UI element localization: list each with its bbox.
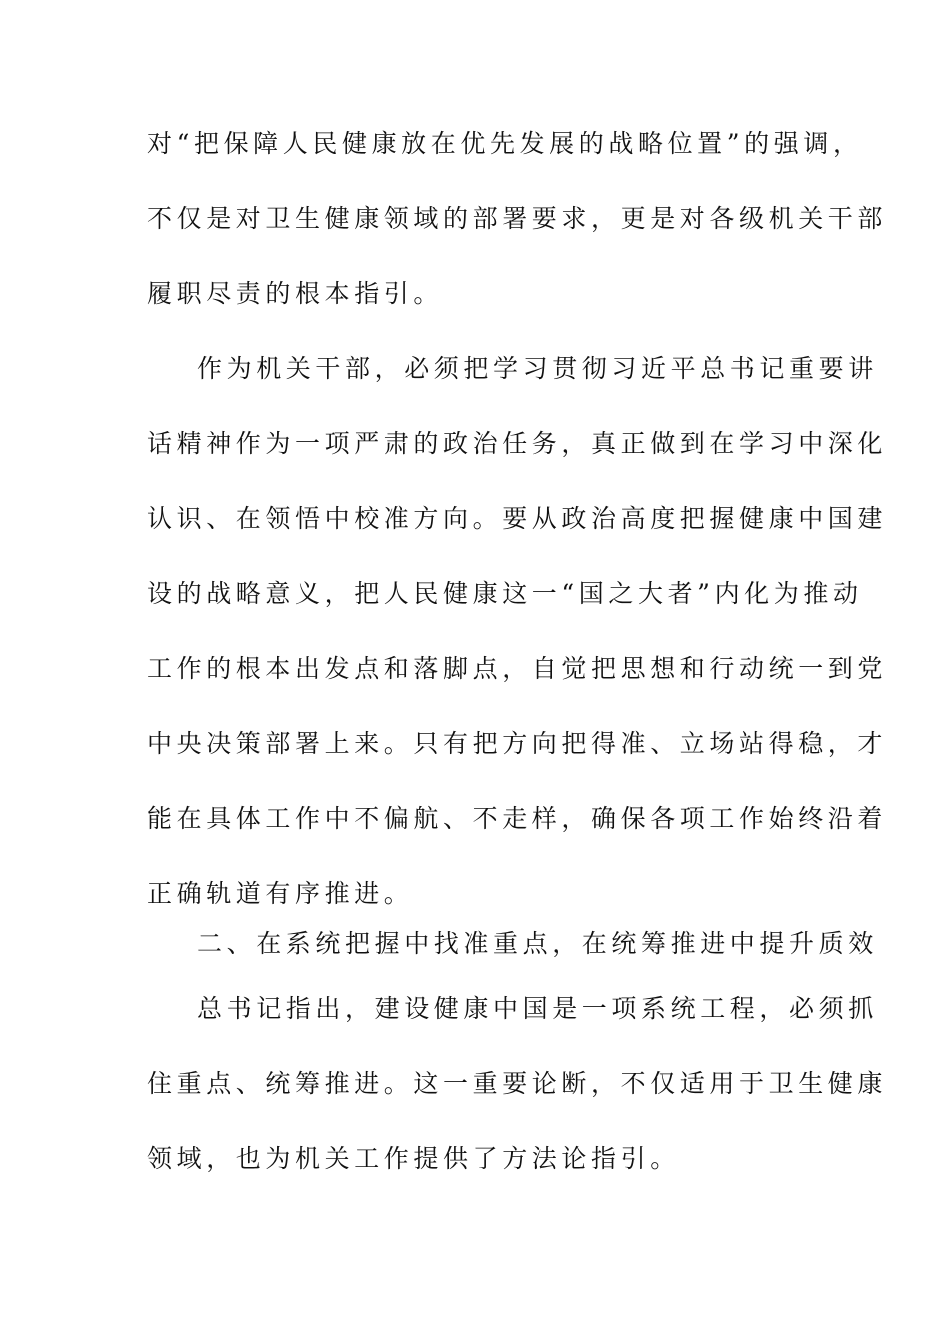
paragraph-line: 作为机关干部，必须把学习贯彻习近平总书记重要讲	[197, 354, 878, 383]
paragraph-line: 总书记指出，建设健康中国是一项系统工程，必须抓	[197, 994, 878, 1023]
paragraph-line: 履职尽责的根本指引。	[147, 279, 444, 308]
paragraph-line: 话精神作为一项严肃的政治任务，真正做到在学习中深化	[147, 429, 888, 458]
section-heading: 二、在系统把握中找准重点，在统筹推进中提升质效	[197, 929, 878, 958]
paragraph-line: 设的战略意义，把人民健康这一“国之大者”内化为推动	[147, 579, 863, 608]
paragraph-line: 认识、在领悟中校准方向。要从政治高度把握健康中国建	[147, 504, 888, 533]
paragraph-line: 工作的根本出发点和落脚点，自觉把思想和行动统一到党	[147, 654, 888, 683]
paragraph-line: 中央决策部署上来。只有把方向把得准、立场站得稳，才	[147, 729, 888, 758]
paragraph-line: 领域，也为机关工作提供了方法论指引。	[147, 1144, 680, 1173]
paragraph-line: 能在具体工作中不偏航、不走样，确保各项工作始终沿着	[147, 804, 888, 833]
paragraph-line: 住重点、统筹推进。这一重要论断，不仅适用于卫生健康	[147, 1069, 888, 1098]
paragraph-line: 对“把保障人民健康放在优先发展的战略位置”的强调，	[147, 129, 863, 158]
paragraph-line: 正确轨道有序推进。	[147, 879, 414, 908]
paragraph-line: 不仅是对卫生健康领域的部署要求，更是对各级机关干部	[147, 204, 888, 233]
